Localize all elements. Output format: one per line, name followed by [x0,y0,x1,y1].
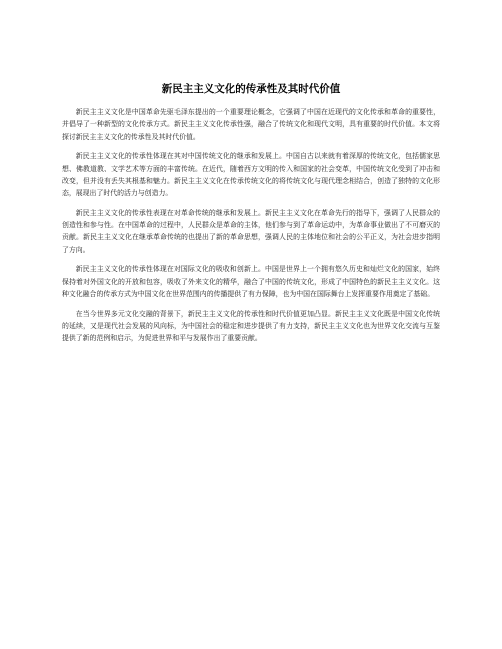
document-body [62,106,440,352]
paragraph-1: 新民主主义文化是中国革命先驱毛泽东提出的一个重要理论概念，它强调了中国在近现代的文化传承和革命的重要性，并倡导了一种新型的文化传承方式。新民主主义文化传承性强，融合了传统文化和现代文明，具有重要的时代价值。本文将探讨新民主主义文化的传承性及其时代价值。 [62,108,440,141]
paragraph-3: 新民主主义文化的传承性表现在对革命传统的继承和发展上。新民主主义文化在革命先行的指导下，强调了人民群众的创造性和参与性。在中国革命的过程中，人民群众是革命的主体，他们参与到了革命运动中，为革命事业做出了不可磨灭的贡献。新民主主义文化在继承革命传统的也提出了新的革命思想，强调人民的主体地位和社会的公平正义，为社会进步指明了方向。 [62,208,440,254]
paragraph-2: 新民主主义文化的传承性体现在其对中国传统文化的继承和发展上。中国自古以来就有着深厚的传统文化，包括儒家思想、佛教道教、文学艺术等方面的丰富传统。在近代，随着西方文明的传入和国家的社会变革，中国传统文化受到了冲击和改变，但并没有丢失其根基和魅力。新民主主义文化在传承传统文化的将传统文化与现代理念相结合，创造了独特的文化形态，展现出了时代的活力与创造力。 [62,152,440,198]
paragraph-5: 在当今世界多元文化交融的背景下，新民主主义文化的传承性和时代价值更加凸显。新民主主义文化既是中国文化传统的延续，又是现代社会发展的风向标，为中国社会的稳定和进步提供了有力支持，新民主主义文化也为世界文化交流与互鉴提供了新的范例和启示，为促进世界和平与发展作出了重要贡献。 [62,309,440,343]
paragraph-4: 新民主主义文化的传承性体现在对国际文化的吸收和创新上。中国是世界上一个拥有悠久历史和灿烂文化的国家，始终保持着对外国文化的开放和包容，吸收了外来文化的精华，融合了中国的传统文化，形成了中国特色的新民主主义文化。这种文化融合的传承方式为中国文化在世界范围内的传播提供了有力保障，也为中国在国际舞台上发挥重要作用奠定了基础。 [62,265,440,299]
document-title: 新民主主义文化的传承性及其时代价值 [161,83,341,95]
